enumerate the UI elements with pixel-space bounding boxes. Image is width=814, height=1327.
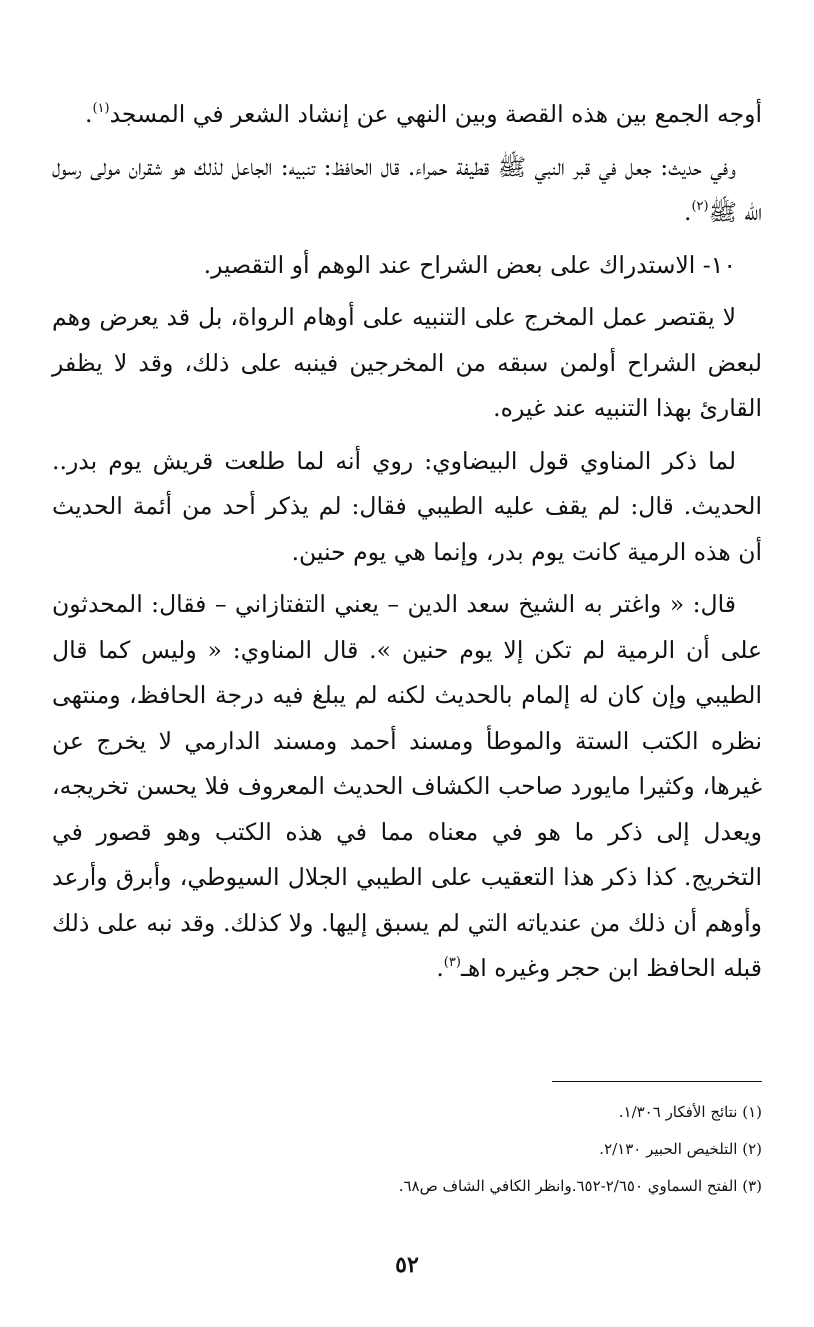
footnote-ref-1: (١) [92, 101, 110, 116]
main-text [52, 92, 762, 999]
footnote-ref-3: (٣) [443, 955, 461, 970]
paragraph-2 [52, 145, 762, 236]
footnote-3: (٣) الفتح السماوي ٢/٦٥٠-٦٥٢.وانظر الكافي الشاف ص٦٨. [398, 1177, 762, 1195]
paragraph-5 [52, 439, 762, 576]
paragraph-text: قال: « واغتر به الشيخ سعد الدين – يعني التفتازاني – فقال: المحدثون على أن الرمية لم تكن إلا يوم حنين ». قال المناوي: « وليس كما قال الطيبي وإن كان له إلمام بالحديث لكنه لم يبلغ فيه درجة الحافظ، ومنتهى نظره الكتب الستة والموطأ ومسند أحمد ومسند الدارمي لا يخرج عن غيرها، وكثيرا مايورد صاحب الكشاف الحديث المعروف فلا يحسن تخريجه، ويعدل إلى ذكر ما هو في معناه مما في هذه الكتب وهو قصور في التخريج. كذا ذكر هذا التعقيب على الطيبي الجلال السيوطي، وأبرق وأرعد وأوهم أن ذلك من عندياته التي لم يسبق إليها. ولا كذلك. وقد نبه على ذلك قبله الحافظ ابن حجر وغيره اهـ [52, 590, 762, 982]
heading-text: ١٠- الاستدراك على بعض الشراح عند الوهم أو التقصير. [203, 250, 736, 279]
footnote-separator [552, 1081, 762, 1082]
section-heading [52, 243, 762, 289]
paragraph-end: . [683, 198, 692, 226]
paragraph-1 [52, 92, 762, 138]
paragraph-6 [52, 582, 762, 992]
footnote-2: (٢) التلخيص الحبير ٢/١٣٠. [599, 1140, 762, 1158]
paragraph-text: وفي حديث: جعل في قبر النبي ﷺ قطيفة حمراء. قال الحافظ: تنبيه: الجاعل لذلك هو شقران مولى رسول الله ﷺ [52, 152, 762, 226]
paragraph-text: لما ذكر المناوي قول البيضاوي: روي أنه لما طلعت قريش يوم بدر.. الحديث. قال: لم يقف عليه الطيبي فقال: لم يذكر أحد من أئمة الحديث أن هذه الرمية كانت يوم بدر، وإنما هي يوم حنين. [52, 446, 762, 566]
paragraph-end: . [84, 100, 93, 128]
paragraph-text: لا يقتصر عمل المخرج على التنبيه على أوهام الرواة، بل قد يعرض وهم لبعض الشراح أولمن سبقه من المخرجين فينبه على ذلك، وقد لا يظفر القارئ بهذا التنبيه عند غيره. [52, 303, 762, 422]
footnotes [52, 1094, 762, 1205]
footnote-ref-2: (٢) [691, 199, 709, 214]
paragraph-end: . [436, 954, 444, 982]
paragraph-4 [52, 295, 762, 432]
footnote-1: (١) نتائج الأفكار ١/٣٠٦. [618, 1103, 762, 1121]
page-number: ٥٢ [395, 1252, 419, 1278]
paragraph-text: أوجه الجمع بين هذه القصة وبين النهي عن إنشاد الشعر في المسجد [109, 100, 762, 128]
